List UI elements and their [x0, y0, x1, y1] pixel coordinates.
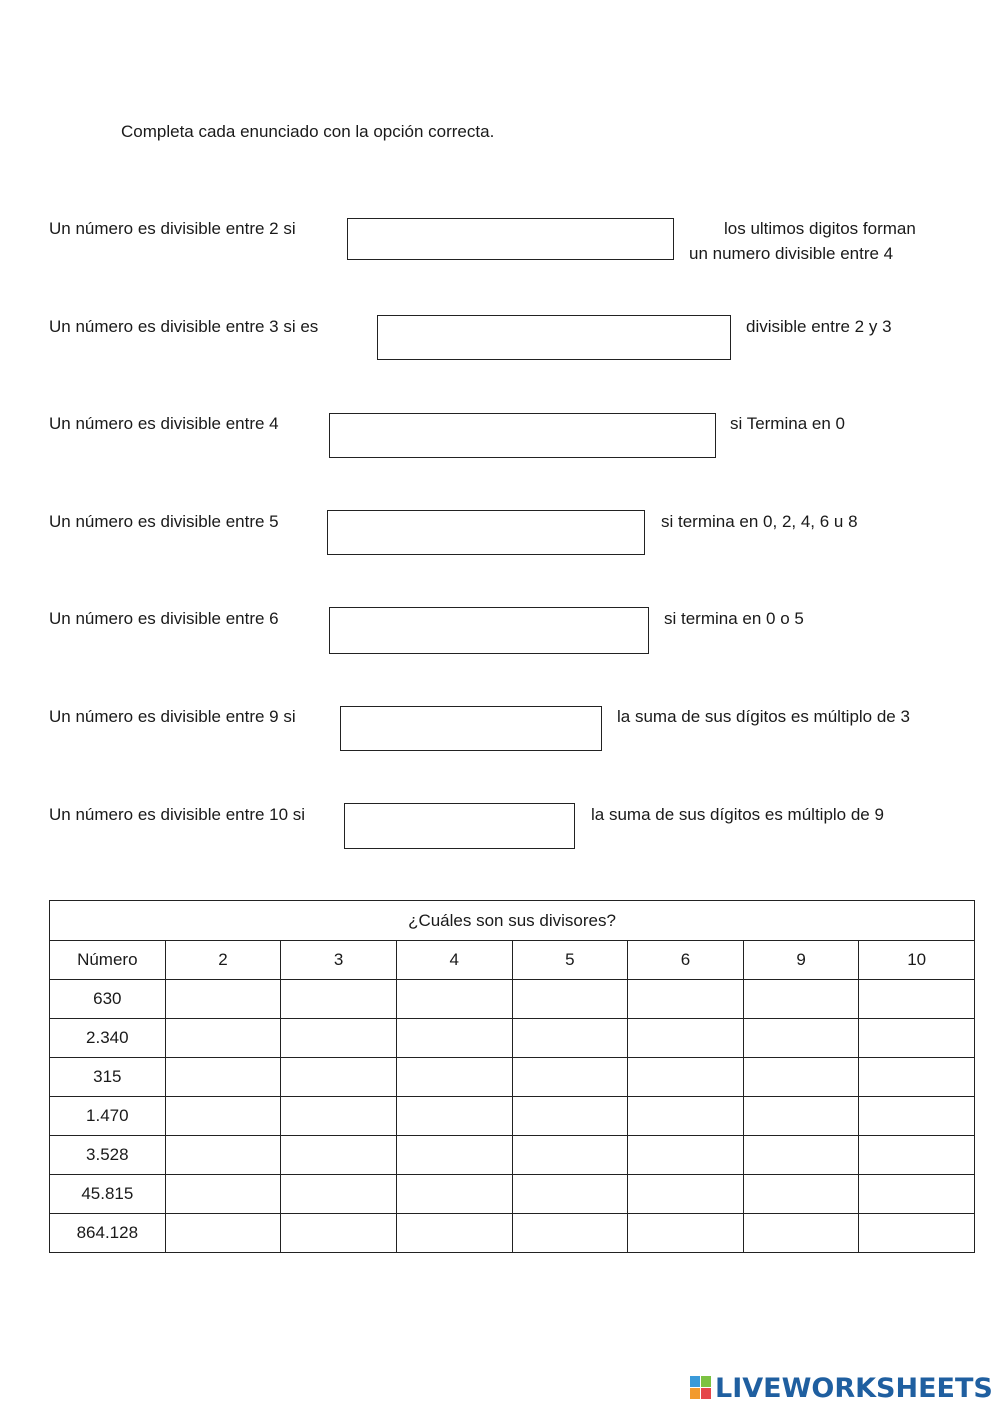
- answer-cell[interactable]: [743, 1097, 859, 1136]
- answer-cell[interactable]: [281, 1097, 397, 1136]
- answer-cell[interactable]: [396, 1097, 512, 1136]
- answer-cell[interactable]: [396, 1136, 512, 1175]
- statement-5-answer-box[interactable]: [329, 607, 649, 654]
- answer-cell[interactable]: [859, 1097, 975, 1136]
- statement-1-prefix: Un número es divisible entre 2 si: [49, 219, 296, 238]
- statement-3-option: si Termina en 0: [730, 414, 845, 433]
- answer-cell[interactable]: [396, 1214, 512, 1253]
- answer-cell[interactable]: [165, 980, 281, 1019]
- table-row: [50, 1019, 975, 1058]
- answer-cell[interactable]: [628, 1097, 744, 1136]
- statement-4-answer-box[interactable]: [327, 510, 645, 555]
- answer-cell[interactable]: [859, 1058, 975, 1097]
- answer-cell[interactable]: [859, 1136, 975, 1175]
- statement-7-option: la suma de sus dígitos es múltiplo de 9: [591, 805, 884, 824]
- answer-cell[interactable]: [859, 1214, 975, 1253]
- answer-cell[interactable]: [281, 1019, 397, 1058]
- statement-7-answer-box[interactable]: [344, 803, 575, 849]
- answer-cell[interactable]: [512, 1058, 628, 1097]
- answer-cell[interactable]: [628, 1175, 744, 1214]
- row-number: 864.128: [50, 1214, 166, 1253]
- table-row: [50, 1136, 975, 1175]
- table-row: [50, 980, 975, 1019]
- answer-cell[interactable]: [165, 1019, 281, 1058]
- answer-cell[interactable]: [512, 1136, 628, 1175]
- logo-mark-icon: [690, 1376, 712, 1400]
- answer-cell[interactable]: [512, 1214, 628, 1253]
- statement-2-answer-box[interactable]: [377, 315, 731, 360]
- statement-4-option: si termina en 0, 2, 4, 6 u 8: [661, 512, 858, 531]
- answer-cell[interactable]: [743, 1136, 859, 1175]
- liveworksheets-logo: [690, 1372, 993, 1404]
- table-row: [50, 1058, 975, 1097]
- table-title: ¿Cuáles son sus divisores?: [50, 901, 975, 941]
- table-header-row: [50, 941, 975, 980]
- statement-5-prefix: Un número es divisible entre 6: [49, 609, 279, 628]
- statement-5-option: si termina en 0 o 5: [664, 609, 804, 628]
- statement-2-option: divisible entre 2 y 3: [746, 317, 892, 336]
- answer-cell[interactable]: [628, 1214, 744, 1253]
- row-number: 315: [50, 1058, 166, 1097]
- answer-cell[interactable]: [743, 1175, 859, 1214]
- answer-cell[interactable]: [628, 980, 744, 1019]
- answer-cell[interactable]: [628, 1136, 744, 1175]
- answer-cell[interactable]: [281, 1058, 397, 1097]
- answer-cell[interactable]: [628, 1058, 744, 1097]
- answer-cell[interactable]: [743, 1058, 859, 1097]
- header-5: 5: [512, 941, 628, 980]
- answer-cell[interactable]: [281, 1214, 397, 1253]
- logo-text: LIVEWORKSHEETS: [715, 1372, 993, 1404]
- table-row: [50, 1175, 975, 1214]
- answer-cell[interactable]: [281, 980, 397, 1019]
- statement-2-prefix: Un número es divisible entre 3 si es: [49, 317, 319, 336]
- answer-cell[interactable]: [512, 980, 628, 1019]
- answer-cell[interactable]: [743, 1019, 859, 1058]
- header-9: 9: [743, 941, 859, 980]
- answer-cell[interactable]: [165, 1097, 281, 1136]
- answer-cell[interactable]: [512, 1097, 628, 1136]
- table-title-row: [50, 901, 975, 941]
- answer-cell[interactable]: [628, 1019, 744, 1058]
- answer-cell[interactable]: [859, 1019, 975, 1058]
- statement-3-prefix: Un número es divisible entre 4: [49, 414, 279, 433]
- answer-cell[interactable]: [281, 1136, 397, 1175]
- table-row: [50, 1214, 975, 1253]
- statement-1-option-line2: un numero divisible entre 4: [689, 244, 894, 263]
- header-numero: Número: [50, 941, 166, 980]
- header-2: 2: [165, 941, 281, 980]
- row-number: 45.815: [50, 1175, 166, 1214]
- statement-6-prefix: Un número es divisible entre 9 si: [49, 707, 296, 726]
- answer-cell[interactable]: [165, 1214, 281, 1253]
- answer-cell[interactable]: [396, 980, 512, 1019]
- answer-cell[interactable]: [512, 1175, 628, 1214]
- answer-cell[interactable]: [859, 980, 975, 1019]
- answer-cell[interactable]: [281, 1175, 397, 1214]
- header-10: 10: [859, 941, 975, 980]
- answer-cell[interactable]: [743, 980, 859, 1019]
- row-number: 630: [50, 980, 166, 1019]
- answer-cell[interactable]: [165, 1136, 281, 1175]
- header-3: 3: [281, 941, 397, 980]
- row-number: 3.528: [50, 1136, 166, 1175]
- answer-cell[interactable]: [859, 1175, 975, 1214]
- statement-1-option-line1: los ultimos digitos forman: [724, 219, 916, 238]
- answer-cell[interactable]: [512, 1019, 628, 1058]
- answer-cell[interactable]: [396, 1019, 512, 1058]
- statement-6-option: la suma de sus dígitos es múltiplo de 3: [617, 707, 910, 726]
- statement-1-answer-box[interactable]: [347, 218, 674, 260]
- answer-cell[interactable]: [165, 1175, 281, 1214]
- header-4: 4: [396, 941, 512, 980]
- statement-3-answer-box[interactable]: [329, 413, 716, 458]
- header-6: 6: [628, 941, 744, 980]
- divisors-table: [49, 900, 975, 1253]
- answer-cell[interactable]: [396, 1175, 512, 1214]
- statement-7-prefix: Un número es divisible entre 10 si: [49, 805, 306, 824]
- answer-cell[interactable]: [165, 1058, 281, 1097]
- table-row: [50, 1097, 975, 1136]
- answer-cell[interactable]: [743, 1214, 859, 1253]
- statement-4-prefix: Un número es divisible entre 5: [49, 512, 279, 531]
- row-number: 1.470: [50, 1097, 166, 1136]
- row-number: 2.340: [50, 1019, 166, 1058]
- instruction-text: Completa cada enunciado con la opción correcta.: [121, 122, 495, 141]
- answer-cell[interactable]: [396, 1058, 512, 1097]
- statement-6-answer-box[interactable]: [340, 706, 602, 751]
